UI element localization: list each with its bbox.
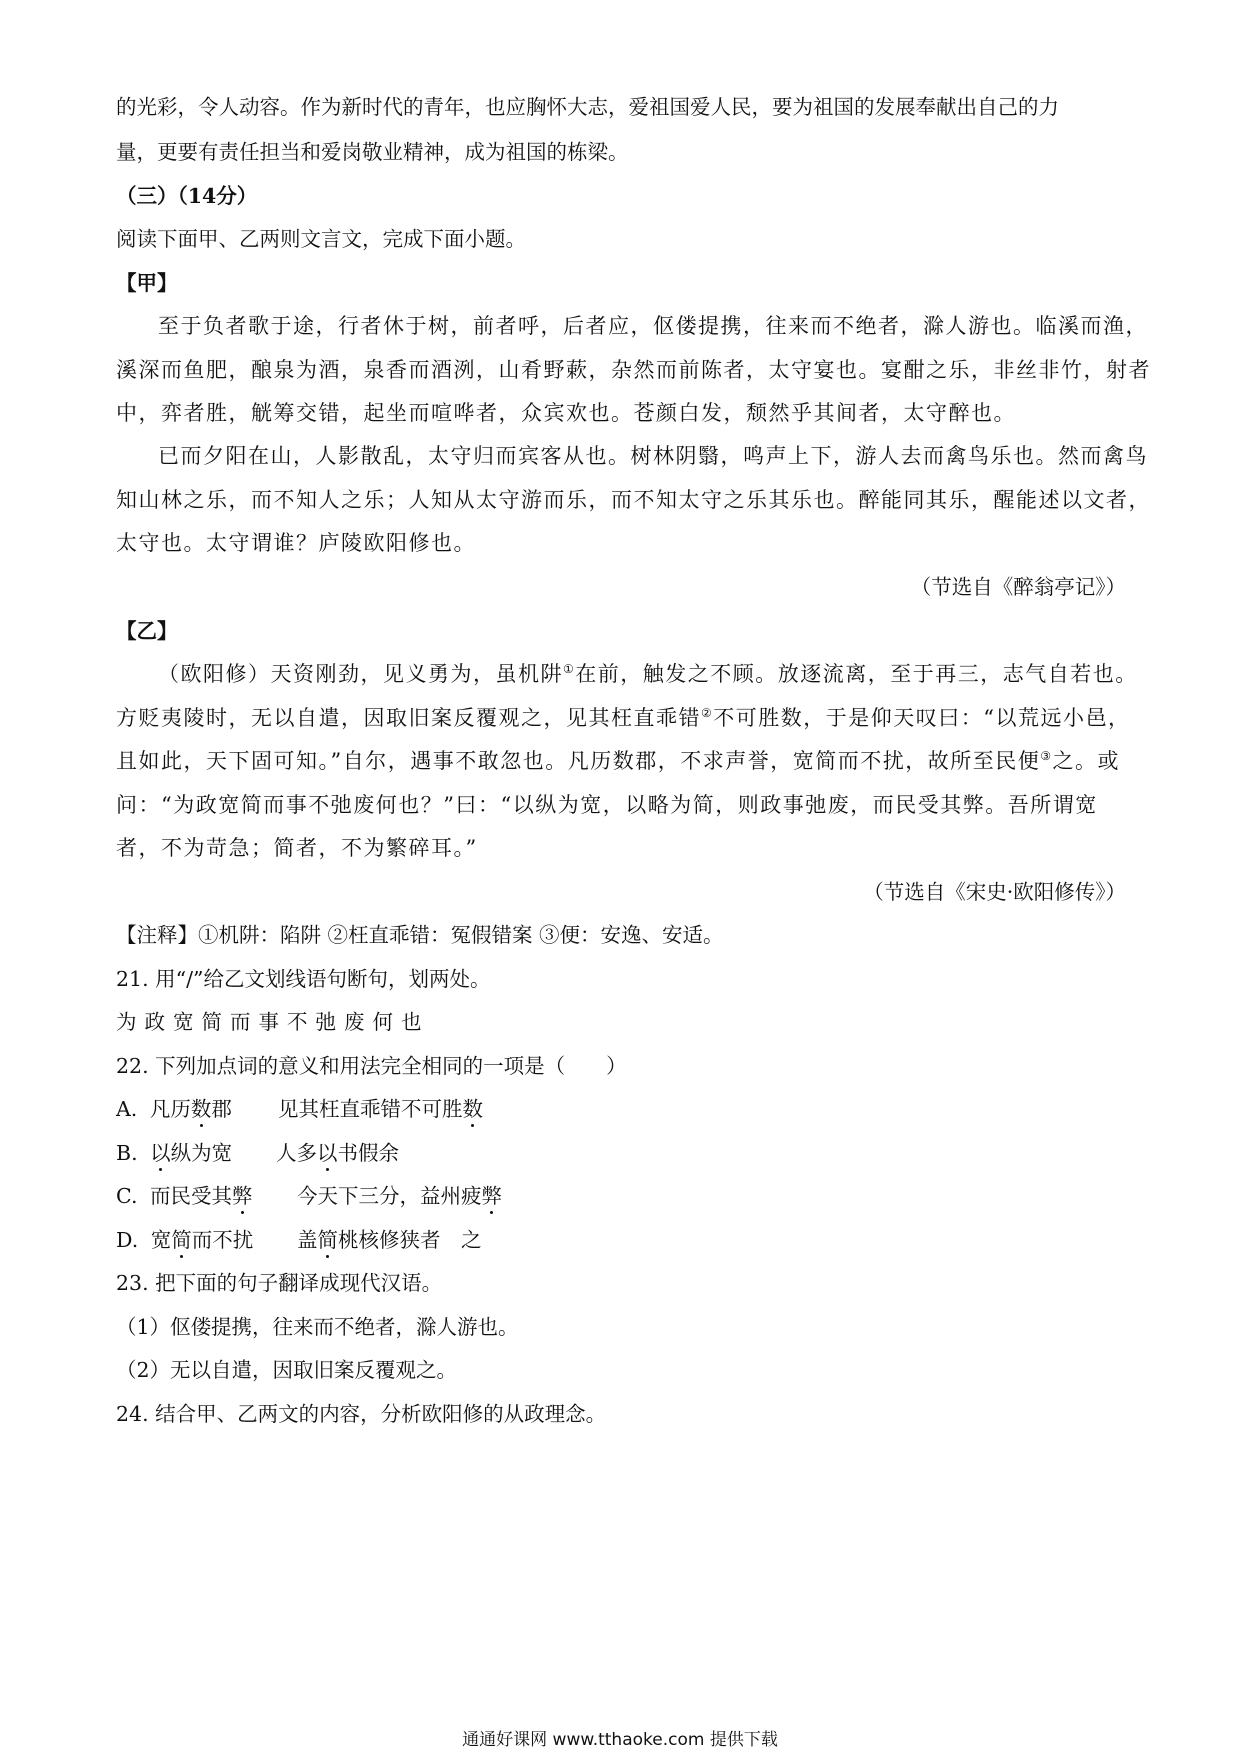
option-a xyxy=(116,1094,1126,1124)
option-letter: D. xyxy=(116,1228,139,1252)
option-b-part1 xyxy=(150,1141,232,1165)
option-d xyxy=(116,1225,1126,1255)
passage-b-line xyxy=(116,746,1126,776)
passage-a-label: 【甲】 xyxy=(116,271,178,295)
question-23-item-1: （1）伛偻提携，往来而不绝者，滁人游也。 xyxy=(116,1315,519,1339)
option-b xyxy=(116,1138,1126,1168)
text-run: 不可胜数，于是仰天叹曰：“以荒远小邑， xyxy=(713,706,1131,730)
intro-line-2: 量，更要有责任担当和爱岗敬业精神，成为祖国的栋梁。 xyxy=(116,140,629,164)
text-run: 今天下三分，益州疲 xyxy=(297,1184,482,1208)
question-23-item-2: （2）无以自遣，因取旧案反覆观之。 xyxy=(116,1358,458,1382)
text-run: 盖 xyxy=(297,1228,318,1252)
text-run: 方贬夷陵时，无以自遣，因取旧案反覆观之，见其枉直乖错 xyxy=(116,706,701,730)
passage-a-line: 太守也。太守谓谁？庐陵欧阳修也。 xyxy=(116,531,476,555)
dotted-word: 以 xyxy=(150,1141,171,1165)
dotted-word: 以 xyxy=(317,1141,338,1165)
text-run: 宽 xyxy=(150,1228,172,1252)
option-d-part2 xyxy=(297,1225,482,1255)
dotted-word: 简 xyxy=(317,1228,338,1252)
option-a-part1 xyxy=(150,1097,232,1121)
text-run: 之。或 xyxy=(1052,749,1120,773)
option-c-part1 xyxy=(150,1184,253,1208)
passage-b-line xyxy=(158,659,1138,689)
footnote-marker: ① xyxy=(563,662,576,676)
page-footer: 通通好课网 www.tthaoke.com 提供下载 xyxy=(462,1730,778,1750)
text-run: 而民受其 xyxy=(150,1184,233,1208)
text-run: 桃核修狭者 之 xyxy=(338,1228,482,1252)
dotted-word: 数 xyxy=(190,1097,212,1121)
text-run: 郡 xyxy=(211,1097,232,1121)
passage-b-line: 问：“为政宽简而事不弛废何也？”曰：“以纵为宽，以略为简，则政事弛废，而民受其弊。吾所谓宽 xyxy=(116,793,1098,817)
question-21: 21. 用“/”给乙文划线语句断句，划两处。 xyxy=(116,967,491,991)
passage-a-line: 已而夕阳在山，人影散乱，太守归而宾客从也。树林阴翳，鸣声上下，游人去而禽鸟乐也。然而禽鸟 xyxy=(158,444,1148,468)
passage-a-line: 知山林之乐，而不知人之乐；人知从太守游而乐，而不知太守之乐其乐也。醉能同其乐，醒能述以文者， xyxy=(116,488,1151,512)
question-24: 24. 结合甲、乙两文的内容，分析欧阳修的从政理念。 xyxy=(116,1402,607,1426)
option-c xyxy=(116,1181,1126,1211)
passage-b-label: 【乙】 xyxy=(116,619,178,643)
option-a-part2 xyxy=(278,1094,483,1124)
passage-b-line: 者，不为苛急；简者，不为繁碎耳。” xyxy=(116,836,478,860)
option-letter: B. xyxy=(116,1141,138,1165)
footnote-marker: ③ xyxy=(1040,749,1053,763)
option-c-part2 xyxy=(297,1181,502,1211)
passage-b-source: （节选自《宋史·欧阳修传》） xyxy=(863,880,1126,904)
text-run: 且如此，天下固可知。”自尔，遇事不敢忽也。凡历数郡，不求声誉，宽简而不扰，故所至民便 xyxy=(116,749,1041,773)
passage-a-line: 溪深而鱼肥，酿泉为酒，泉香而酒洌，山肴野蔌，杂然而前陈者，太守宴也。宴酣之乐，非丝非竹，射者 xyxy=(116,358,1151,382)
instruction: 阅读下面甲、乙两则文言文，完成下面小题。 xyxy=(116,227,526,251)
text-run: 而不扰 xyxy=(191,1228,254,1252)
text-run: （欧阳修）天资刚劲，见义勇为，虽机阱 xyxy=(158,662,563,686)
text-run: 纵为宽 xyxy=(170,1141,233,1165)
notes: 【注释】①机阱：陷阱 ②枉直乖错：冤假错案 ③便：安逸、安适。 xyxy=(116,923,724,947)
passage-a-line: 至于负者歌于途，行者休于树，前者呼，后者应，伛偻提携，往来而不绝者，滁人游也。临溪而渔， xyxy=(158,314,1148,338)
option-b-part2 xyxy=(276,1138,399,1168)
passage-b-line xyxy=(116,703,1131,733)
passage-a-line: 中，弈者胜，觥筹交错，起坐而喧哗者，众宾欢也。苍颜白发，颓然乎其间者，太守醉也。 xyxy=(116,401,1016,425)
dotted-word: 弊 xyxy=(232,1184,253,1208)
option-letter: C. xyxy=(116,1184,138,1208)
text-run: 书假余 xyxy=(337,1141,399,1165)
passage-a-source: （节选自《醉翁亭记》） xyxy=(910,575,1126,599)
question-23: 23. 把下面的句子翻译成现代汉语。 xyxy=(116,1271,443,1295)
question-22: 22. 下列加点词的意义和用法完全相同的一项是（ ） xyxy=(116,1054,627,1078)
text-run: 人多 xyxy=(276,1141,317,1165)
dotted-word: 简 xyxy=(171,1228,192,1252)
intro-line-1: 的光彩，令人动容。作为新时代的青年，也应胸怀大志，爱祖国爱人民，要为祖国的发展奉献出自己的力 xyxy=(116,95,1059,119)
option-letter: A. xyxy=(116,1097,138,1121)
section-heading: （三）（14分） xyxy=(116,184,258,208)
dotted-word: 弊 xyxy=(481,1184,502,1208)
text-run: 见其枉直乖错不可胜 xyxy=(278,1097,463,1121)
text-run: 凡历 xyxy=(149,1097,191,1121)
question-21-sentence: 为政宽简而事不弛废何也 xyxy=(116,1010,430,1034)
footnote-marker: ② xyxy=(701,706,714,720)
option-d-part1 xyxy=(151,1228,254,1252)
text-run: 在前，触发之不顾。放逐流离，至于再三，志气自若也。 xyxy=(575,662,1138,686)
dotted-word: 数 xyxy=(462,1097,483,1121)
